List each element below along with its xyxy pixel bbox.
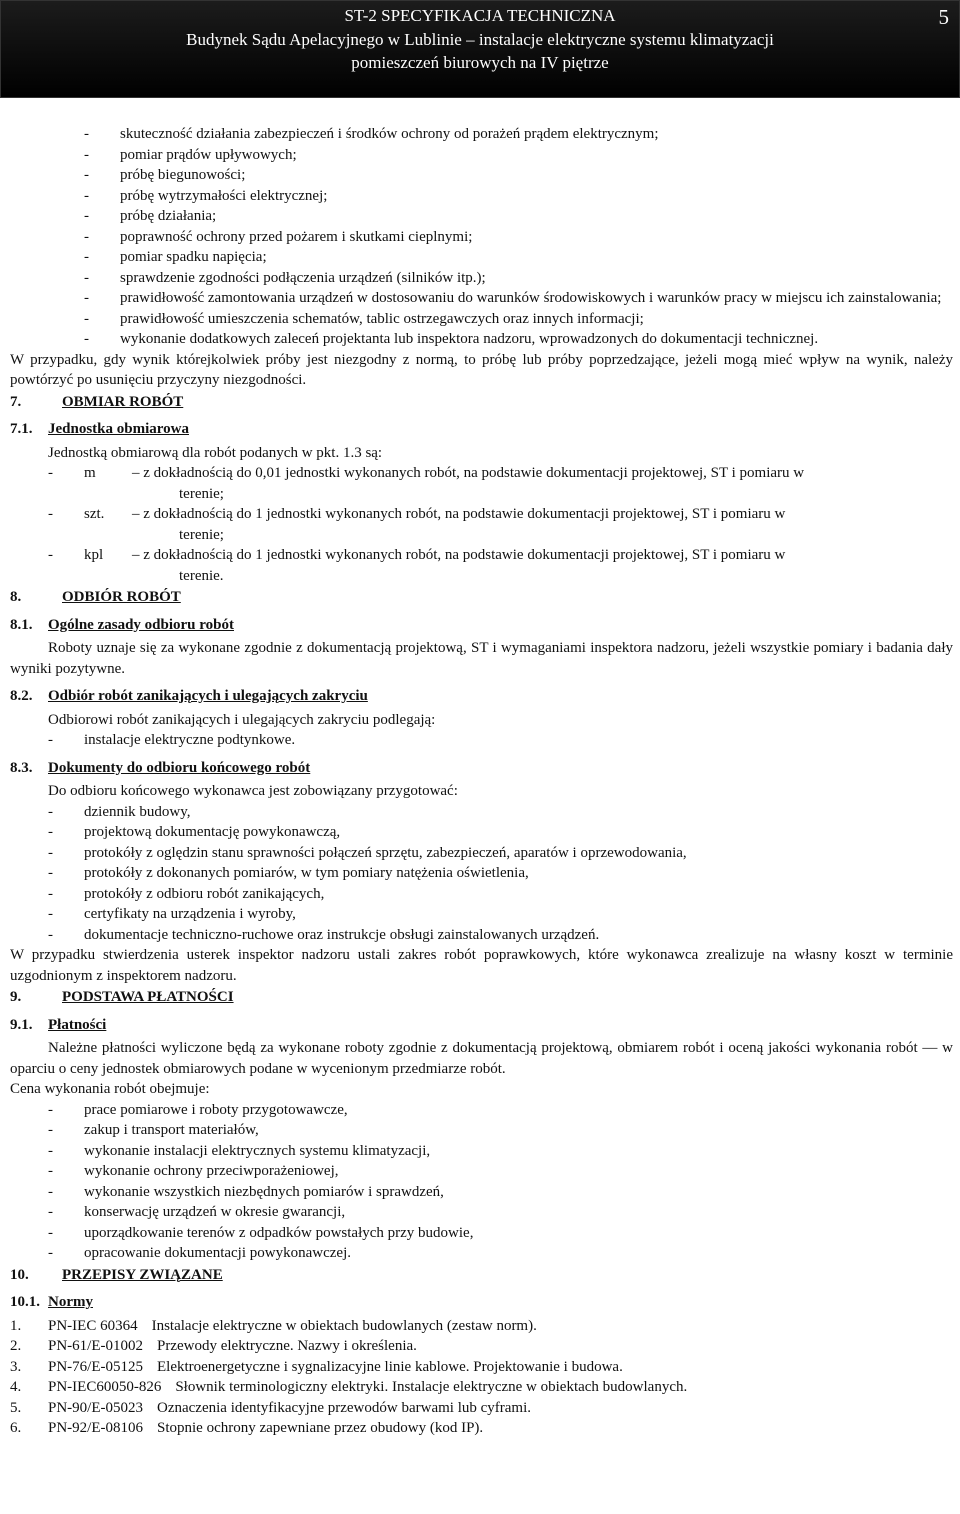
- covered-works-list: [10, 730, 953, 751]
- list-item-text: dokumentacje techniczno-ruchowe oraz instrukcje obsługi zainstalowanych urządzeń.: [84, 926, 600, 943]
- list-item: [10, 1141, 953, 1162]
- list-item-text: skuteczność działania zabezpieczeń i środków ochrony od porażeń prądem elektrycznym;: [120, 126, 659, 142]
- norm-code: PN-IEC60050-826: [48, 1379, 162, 1395]
- norm-title: Przewody elektryczne. Nazwy i określenia.: [157, 1338, 417, 1354]
- measure-item: [10, 504, 953, 545]
- measure-item: [10, 463, 953, 504]
- list-dash: -: [48, 1204, 53, 1220]
- list-dash: -: [84, 228, 89, 245]
- list-dash: -: [48, 1183, 53, 1200]
- measure-unit: szt.: [84, 506, 105, 522]
- list-dash: -: [48, 465, 53, 481]
- section-number: 9.: [10, 989, 22, 1005]
- measure-continuation: terenie;: [179, 526, 224, 543]
- list-item: [10, 1120, 953, 1141]
- section-9-heading: [10, 987, 953, 1008]
- list-item: [10, 206, 953, 227]
- subsection-number: 8.1.: [10, 616, 33, 633]
- list-dash: -: [84, 331, 89, 347]
- list-item-text: wykonanie ochrony przeciwporażeniowej,: [84, 1163, 339, 1179]
- final-docs-list: [10, 802, 953, 946]
- list-item-text: próbę wytrzymałości elektrycznej;: [120, 187, 328, 204]
- list-item-text: uporządkowanie terenów z odpadków powstałych przy budowie,: [84, 1224, 474, 1241]
- measure-continuation: terenie;: [179, 485, 224, 502]
- section-10-heading: [10, 1265, 953, 1286]
- subsection-number: 8.3.: [10, 759, 33, 776]
- list-item: [10, 268, 953, 289]
- list-item: [10, 309, 953, 330]
- list-item: [10, 884, 953, 905]
- list-item-text: prawidłowość umieszczenia schematów, tablic ostrzegawczych oraz innych informacji;: [120, 310, 644, 327]
- defects-note: W przypadku stwierdzenia usterek inspektor nadzoru ustali zakres robót poprawkowych, które wykonawca zrealizuje na własny koszt w terminie uzgodnionym z inspektorem nadzoru.: [10, 947, 953, 984]
- header-subtitle: Budynek Sądu Apelacyjnego w Lublinie – instalacje elektryczne systemu klimatyzacji: [186, 30, 774, 49]
- list-item: [10, 802, 953, 823]
- norm-item: [10, 1357, 953, 1378]
- list-item: [10, 145, 953, 166]
- list-dash: -: [48, 732, 53, 748]
- list-item-text: protokóły z dokonanych pomiarów, w tym pomiary natężenia oświetlenia,: [84, 865, 529, 881]
- norm-number: 6.: [10, 1420, 22, 1436]
- section-7-1-heading: [10, 419, 953, 440]
- list-item: [10, 186, 953, 207]
- list-item-text: konserwację urządzeń w okresie gwarancji,: [84, 1204, 346, 1220]
- list-dash: -: [48, 906, 53, 922]
- measure-desc: – z dokładnością do 0,01 jednostki wykonanych robót, na podstawie dokumentacji projektowej, ST i pomiaru w: [132, 465, 805, 481]
- list-item-text: wykonanie dodatkowych zaleceń projektanta lub inspektora nadzoru, wprowadzonych do dokumentacji technicznej.: [120, 331, 819, 347]
- list-item: [10, 1202, 953, 1223]
- list-dash: -: [84, 187, 89, 204]
- subsection-title: Ogólne zasady odbioru robót: [48, 616, 234, 633]
- list-dash: -: [48, 865, 53, 881]
- subsection-title: Płatności: [48, 1016, 107, 1033]
- norm-item: [10, 1398, 953, 1419]
- section-8-heading: [10, 587, 953, 608]
- section-title: PRZEPISY ZWIĄZANE: [62, 1266, 223, 1283]
- norm-title: Elektroenergetyczne i sygnalizacyjne linie kablowe. Projektowanie i budowa.: [157, 1358, 623, 1375]
- list-dash: -: [84, 249, 89, 265]
- document-body: [10, 124, 953, 1439]
- list-item: [10, 1161, 953, 1182]
- list-item-text: pomiar prądów upływowych;: [120, 146, 297, 163]
- tests-list: [10, 124, 953, 350]
- subsection-title: Normy: [48, 1294, 93, 1310]
- list-item-text: opracowanie dokumentacji powykonawczej.: [84, 1245, 351, 1261]
- list-item: [10, 124, 953, 145]
- section-8-3-heading: [10, 758, 953, 779]
- norm-item: [10, 1418, 953, 1439]
- list-dash: -: [48, 803, 53, 820]
- list-item: [10, 165, 953, 186]
- measure-item-text: [48, 545, 953, 566]
- list-item-text: protokóły z oględzin stanu sprawności połączeń sprzętu, zabezpieczeń, aparatów i oprzewodowania,: [84, 844, 687, 861]
- covered-works-intro: Odbiorowi robót zanikających i ulegających zakryciu podlegają:: [48, 711, 436, 728]
- section-number: 8.: [10, 589, 22, 605]
- norm-title: Stopnie ochrony zapewniane przez obudowy (kod IP).: [157, 1420, 484, 1436]
- list-item: [10, 329, 953, 350]
- list-dash: -: [48, 1142, 53, 1159]
- norm-code: PN-IEC 60364: [48, 1317, 138, 1334]
- page-number: 5: [938, 5, 949, 29]
- list-item-text: prawidłowość zamontowania urządzeń w dostosowaniu do warunków środowiskowych i warunków pracy w miejscu ich zainstalowania;: [120, 290, 942, 306]
- norm-title: Słownik terminologiczny elektryki. Instalacje elektryczne w obiektach budowlanych.: [175, 1379, 688, 1395]
- tests-note: W przypadku, gdy wynik którejkolwiek próby jest niezgodny z normą, to próbę lub próby poprzedzające, jeżeli mogą mieć wpływ na wynik, należy powtórzyć po usunięciu przyczyny niezgodności.: [10, 351, 953, 388]
- section-number: 7.: [10, 393, 22, 410]
- norm-title: Instalacje elektryczne w obiektach budowlanych (zestaw norm).: [151, 1317, 537, 1334]
- list-dash: -: [48, 506, 53, 522]
- section-8-2-heading: [10, 686, 953, 707]
- acceptance-text: Roboty uznaje się za wykonane zgodnie z dokumentacją projektową, ST i wymaganiami inspektora nadzoru, jeżeli wszystkie pomiary i badania dały wyniki pozytywne.: [10, 640, 953, 677]
- list-dash: -: [48, 547, 53, 563]
- list-item: [10, 1182, 953, 1203]
- list-dash: -: [84, 146, 89, 163]
- norm-number: 2.: [10, 1338, 22, 1354]
- list-item-text: protokóły z odbioru robót zanikających,: [84, 885, 325, 902]
- list-item: [10, 227, 953, 248]
- payments-text: Należne płatności wyliczone będą za wykonane roboty zgodnie z dokumentacją projektową, obmiarem robót i oceną jakości wykonania robót — w oparciu o ceny jednostek obmiarowych podane w wycenionym przedmiarze robót.: [10, 1040, 953, 1077]
- list-dash: -: [48, 1122, 53, 1138]
- list-item: [10, 843, 953, 864]
- list-dash: -: [84, 290, 89, 306]
- section-7-heading: [10, 392, 953, 413]
- list-dash: -: [48, 885, 53, 902]
- list-item-text: wykonanie instalacji elektrycznych systemu klimatyzacji,: [84, 1142, 431, 1159]
- header-title: ST-2 SPECYFIKACJA TECHNICZNA: [344, 6, 616, 25]
- section-9-1-heading: [10, 1015, 953, 1036]
- norm-number: 4.: [10, 1379, 22, 1395]
- measure-intro: Jednostką obmiarową dla robót podanych w pkt. 1.3 są:: [48, 444, 383, 461]
- list-dash: -: [84, 269, 89, 286]
- list-item: [10, 863, 953, 884]
- measure-desc: – z dokładnością do 1 jednostki wykonanych robót, na podstawie dokumentacji projektowej, ST i pomiaru w: [132, 547, 786, 563]
- list-item: [10, 822, 953, 843]
- header-subtitle-2: pomieszczeń biurowych na IV piętrze: [351, 53, 609, 72]
- list-item-text: wykonanie wszystkich niezbędnych pomiarów i sprawdzeń,: [84, 1183, 444, 1200]
- list-dash: -: [48, 1101, 53, 1118]
- norm-title: Oznaczenia identyfikacyjne przewodów barwami lub cyframi.: [157, 1399, 532, 1416]
- list-item: [10, 1223, 953, 1244]
- page-header: [0, 0, 960, 98]
- list-item: [10, 925, 953, 946]
- subsection-number: 8.2.: [10, 688, 33, 704]
- norm-number: 3.: [10, 1358, 22, 1375]
- norm-item: [10, 1316, 953, 1337]
- list-dash: -: [48, 1163, 53, 1179]
- measure-list: [10, 463, 953, 586]
- norm-number: 1.: [10, 1317, 22, 1334]
- subsection-title: Dokumenty do odbioru końcowego robót: [48, 759, 311, 776]
- list-item-text: certyfikaty na urządzenia i wyroby,: [84, 906, 296, 922]
- list-item-text: sprawdzenie zgodności podłączenia urządzeń (silników itp.);: [120, 269, 486, 286]
- section-10-1-heading: [10, 1292, 953, 1313]
- norm-code: PN-61/E-01002: [48, 1338, 143, 1354]
- list-dash: -: [84, 208, 89, 224]
- norm-code: PN-90/E-05023: [48, 1399, 143, 1416]
- list-dash: -: [48, 1224, 53, 1241]
- list-item: [10, 1243, 953, 1264]
- subsection-title: Jednostka obmiarowa: [48, 421, 189, 437]
- measure-unit: m: [84, 465, 96, 481]
- measure-desc: – z dokładnością do 1 jednostki wykonanych robót, na podstawie dokumentacji projektowej, ST i pomiaru w: [132, 506, 786, 522]
- list-dash: -: [84, 126, 89, 142]
- norm-code: PN-92/E-08106: [48, 1420, 143, 1436]
- list-dash: -: [48, 844, 53, 861]
- section-8-1-heading: [10, 615, 953, 636]
- subsection-number: 9.1.: [10, 1016, 33, 1033]
- norm-number: 5.: [10, 1399, 22, 1416]
- section-title: ODBIÓR ROBÓT: [62, 589, 181, 605]
- section-number: 10.: [10, 1266, 29, 1283]
- list-item-text: próbę działania;: [120, 208, 217, 224]
- subsection-number: 7.1.: [10, 421, 33, 437]
- list-dash: -: [84, 167, 89, 183]
- measure-item-text: [48, 504, 953, 525]
- final-docs-intro: Do odbioru końcowego wykonawca jest zobowiązany przygotować:: [48, 783, 458, 799]
- list-dash: -: [48, 824, 53, 840]
- norm-code: PN-76/E-05125: [48, 1358, 143, 1375]
- section-title: PODSTAWA PŁATNOŚCI: [62, 989, 234, 1005]
- subsection-number: 10.1.: [10, 1294, 40, 1310]
- subsection-title: Odbiór robót zanikających i ulegających zakryciu: [48, 688, 368, 704]
- measure-unit: kpl: [84, 547, 104, 563]
- list-item-text: próbę biegunowości;: [120, 167, 246, 183]
- list-item-text: projektową dokumentację powykonawczą,: [84, 824, 341, 840]
- list-dash: -: [84, 310, 89, 327]
- list-item-text: pomiar spadku napięcia;: [120, 249, 267, 265]
- list-item: [10, 288, 953, 309]
- list-dash: -: [48, 926, 53, 943]
- measure-item: [10, 545, 953, 586]
- list-item-text: zakup i transport materiałów,: [84, 1122, 259, 1138]
- list-item-text: dziennik budowy,: [84, 803, 191, 820]
- section-title: OBMIAR ROBÓT: [62, 393, 184, 410]
- list-item: [10, 1100, 953, 1121]
- list-item: [10, 247, 953, 268]
- list-item: [10, 904, 953, 925]
- list-item-text: prace pomiarowe i roboty przygotowawcze,: [84, 1101, 348, 1118]
- list-dash: -: [48, 1245, 53, 1261]
- price-intro: Cena wykonania robót obejmuje:: [10, 1081, 210, 1097]
- measure-item-text: [48, 463, 953, 484]
- price-list: [10, 1100, 953, 1264]
- norm-item: [10, 1336, 953, 1357]
- norm-item: [10, 1377, 953, 1398]
- list-item: [10, 730, 953, 751]
- norms-list: [10, 1316, 953, 1439]
- measure-continuation: terenie.: [179, 567, 224, 584]
- list-item-text: instalacje elektryczne podtynkowe.: [84, 732, 296, 748]
- list-item-text: poprawność ochrony przed pożarem i skutkami cieplnymi;: [120, 228, 473, 245]
